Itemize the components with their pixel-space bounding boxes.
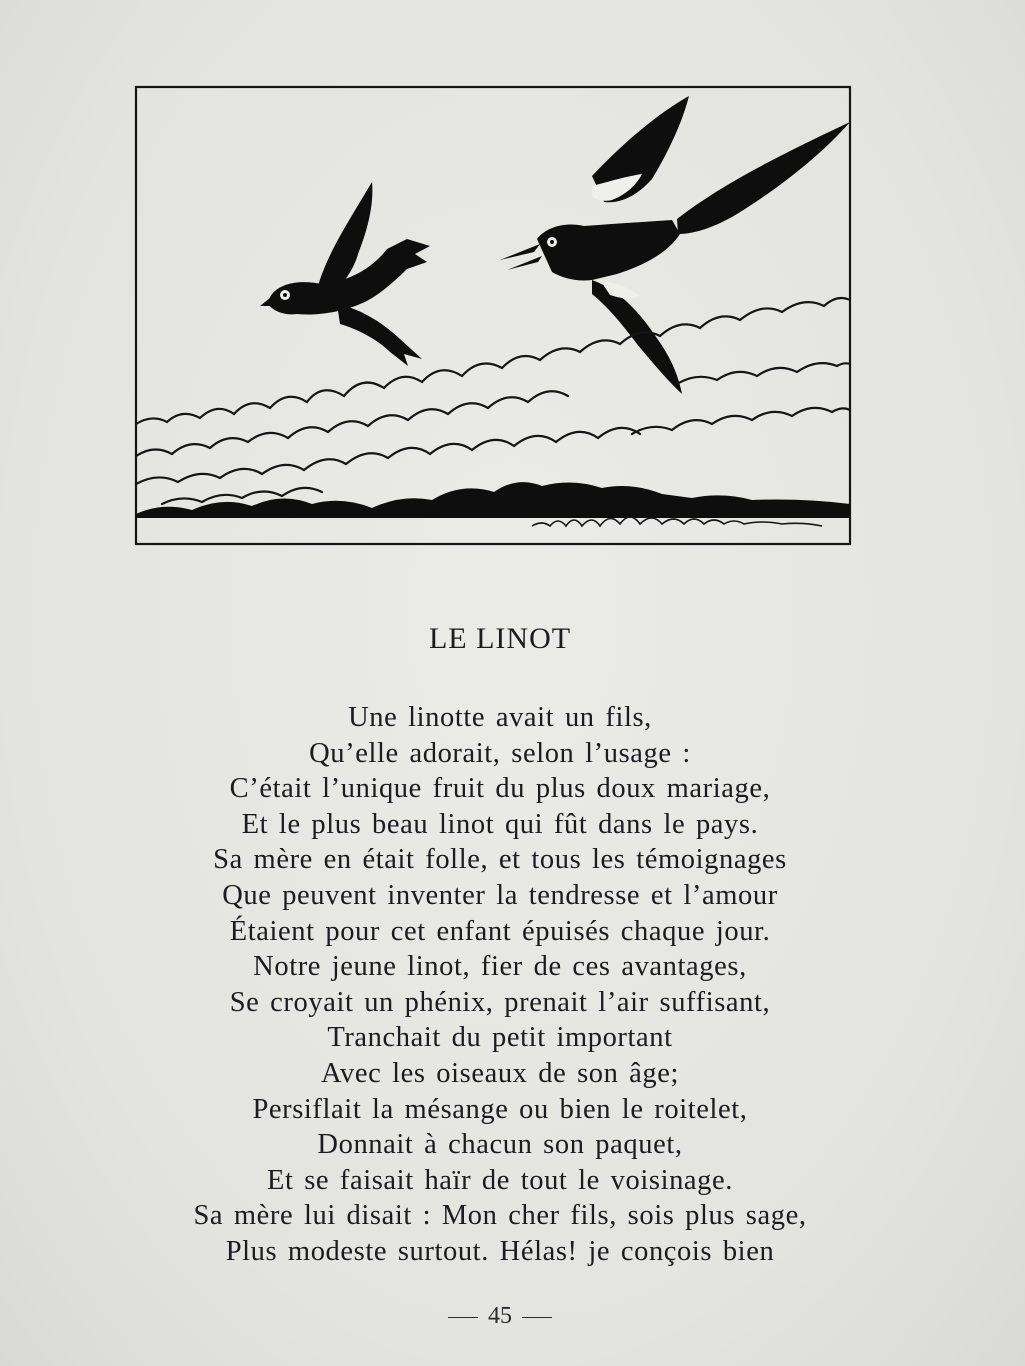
poem-line: Et le plus beau linot qui fût dans le pays.: [241, 808, 759, 840]
artist-signature: [532, 517, 822, 526]
small-bird: [260, 182, 430, 366]
poem-line: Notre jeune linot, fier de ces avantages,: [253, 951, 747, 983]
poem-line: Et se faisait haïr de tout le voisinage.: [266, 1164, 734, 1196]
poem-line: Avec les oiseaux de son âge;: [320, 1057, 680, 1089]
page-number: [0, 1303, 1000, 1330]
poem-line: Tranchait du petit important: [327, 1022, 673, 1054]
illustration-frame: [136, 87, 850, 544]
folio-dash-left: [448, 1317, 478, 1319]
cloud-lines: [136, 298, 850, 504]
poem-line: Qu’elle adorait, selon l’usage :: [309, 737, 691, 769]
poem-line: Sa mère lui disait : Mon cher fils, sois plus sage,: [193, 1200, 807, 1232]
bird-illustration: [122, 84, 862, 550]
poem-text: [0, 700, 1000, 1270]
poem-line: Plus modeste surtout. Hélas! je conçois bien: [225, 1235, 775, 1267]
page-number-value: 45: [488, 1303, 512, 1329]
poem-line: C’était l’unique fruit du plus doux mariage,: [229, 773, 771, 805]
poem-line: Sa mère en était folle, et tous les témoignages: [213, 844, 787, 876]
poem-line: Que peuvent inventer la tendresse et l’amour: [222, 879, 778, 911]
poem-line: Une linotte avait un fils,: [348, 702, 652, 733]
folio-dash-right: [522, 1317, 552, 1319]
poem-line: Étaient pour cet enfant épuisés chaque jour.: [229, 915, 771, 947]
poem-title: LE LINOT: [428, 622, 572, 655]
horizon-band: [136, 482, 850, 518]
poem-line: Donnait à chacun son paquet,: [317, 1129, 683, 1161]
poem-line: Persiflait la mésange ou bien le roitelet,: [252, 1093, 748, 1125]
poem-line: Se croyait un phénix, prenait l’air suffisant,: [229, 986, 771, 1018]
